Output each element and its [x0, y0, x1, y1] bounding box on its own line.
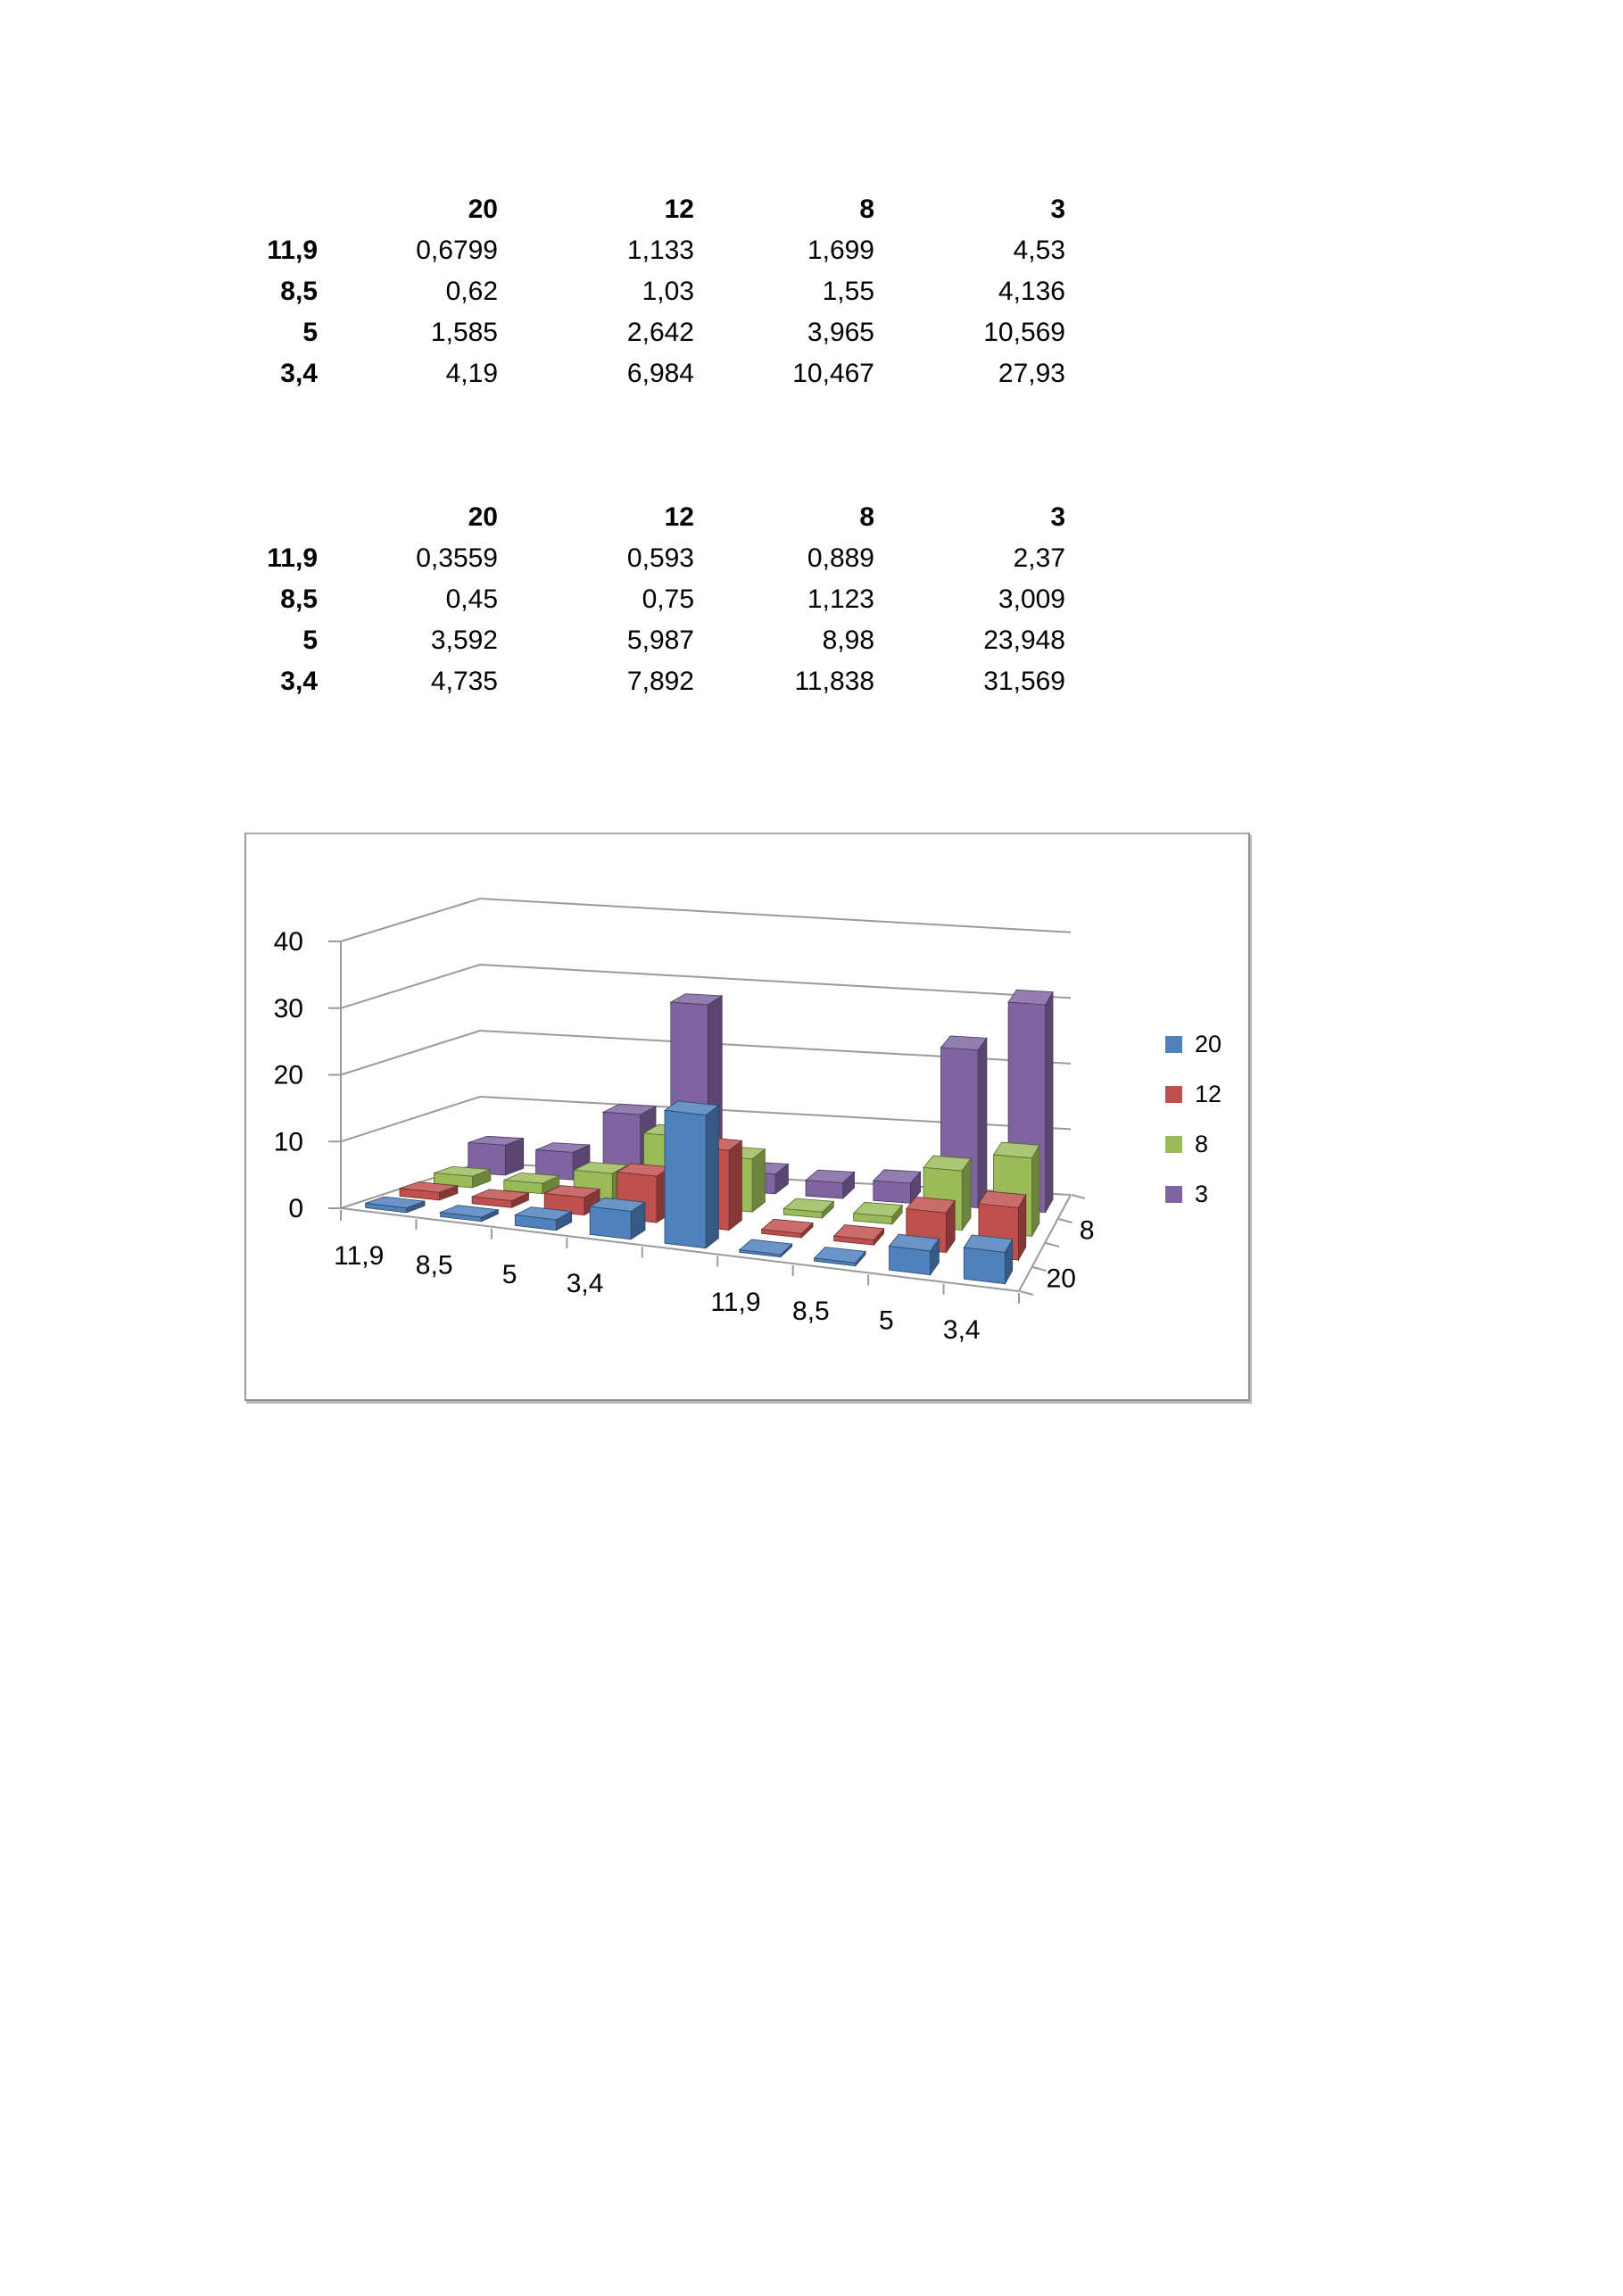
table-cell: 6,984 [626, 359, 694, 388]
legend-label: 20 [1195, 1030, 1222, 1057]
column-header: 12 [664, 195, 694, 224]
row-label: 11,9 [267, 543, 318, 573]
bar-side-face [729, 1140, 741, 1230]
bar-side-face [505, 1139, 523, 1175]
table-cell: 3,592 [430, 626, 498, 655]
table-cell: 2,37 [1013, 543, 1065, 573]
column-header: 8 [859, 502, 874, 532]
category-axis-label: 8,5 [415, 1250, 453, 1281]
table-cell: 5,987 [626, 626, 694, 655]
legend-item [1165, 1169, 1221, 1219]
legend-label: 3 [1195, 1180, 1209, 1207]
table-cell: 3,965 [807, 318, 874, 347]
chart-frame [244, 833, 1250, 1401]
bar-front-face [890, 1247, 931, 1275]
table-row [143, 620, 1065, 661]
table-cell: 10,569 [983, 318, 1065, 347]
legend-item [1165, 1019, 1221, 1069]
table-cell: 0,62 [445, 277, 498, 306]
table-cell: 23,948 [983, 626, 1065, 655]
data-table-2 [143, 497, 1065, 702]
table-cell: 0,75 [642, 584, 694, 614]
y-axis-label: 10 [273, 1127, 303, 1157]
legend-item [1165, 1119, 1221, 1169]
y-axis-label: 20 [273, 1060, 303, 1090]
bar-front-face [874, 1181, 911, 1203]
table-cell: 4,136 [998, 277, 1065, 306]
table-cell: 0,6799 [416, 236, 498, 265]
legend-label: 12 [1195, 1080, 1222, 1107]
corner-cell [143, 189, 318, 230]
column-header: 3 [1050, 195, 1065, 224]
category-axis-label: 11,9 [334, 1241, 385, 1272]
table-cell: 10,467 [792, 359, 874, 388]
table-cell: 11,838 [794, 667, 874, 696]
table-header-row [143, 497, 1065, 538]
legend-swatch-icon [1165, 1086, 1182, 1103]
series-axis-tick [1046, 1243, 1059, 1247]
table-cell: 4,735 [430, 667, 498, 696]
y-axis-label: 40 [273, 927, 303, 957]
table-row [143, 230, 1065, 271]
table-row [143, 353, 1065, 394]
gridline [341, 899, 1071, 941]
legend-swatch-icon [1165, 1186, 1182, 1203]
y-axis-label: 0 [288, 1194, 303, 1223]
table-row [143, 312, 1065, 353]
table-cell: 0,3559 [416, 543, 498, 573]
series-axis-tick [1059, 1219, 1072, 1223]
row-label: 5 [302, 626, 318, 655]
table-cell: 31,569 [983, 667, 1065, 696]
bar-side-face [706, 1106, 718, 1248]
bar-side-face [1032, 1145, 1039, 1236]
bar-side-face [1046, 992, 1053, 1213]
table-cell: 1,699 [807, 236, 874, 265]
category-axis-label: 3,4 [942, 1314, 981, 1345]
corner-cell [143, 497, 318, 538]
category-axis-label: 5 [501, 1259, 518, 1289]
y-axis-label: 30 [273, 993, 303, 1024]
column-header: 8 [859, 195, 874, 224]
legend-swatch-icon [1165, 1136, 1182, 1153]
column-header: 20 [468, 195, 498, 224]
bar-chart-3d [246, 834, 1248, 1399]
legend-label: 8 [1195, 1130, 1209, 1157]
series-axis-label: 8 [1079, 1215, 1095, 1246]
category-axis-label: 11,9 [710, 1287, 761, 1317]
bar-front-face [665, 1110, 706, 1248]
table-cell: 1,123 [807, 584, 874, 614]
row-label: 3,4 [280, 667, 318, 696]
chart-legend [1165, 1019, 1221, 1219]
table-cell: 3,009 [998, 584, 1065, 614]
row-label: 8,5 [280, 277, 318, 306]
series-axis-tick [1020, 1291, 1033, 1295]
table-cell: 1,133 [626, 236, 694, 265]
table-cell: 2,642 [626, 318, 694, 347]
series-axis-tick [1033, 1267, 1047, 1271]
bar-side-face [978, 1038, 987, 1207]
category-axis-label: 8,5 [792, 1297, 830, 1327]
category-axis-label: 5 [878, 1305, 894, 1336]
bar-front-face [806, 1181, 843, 1198]
bar-side-face [962, 1159, 971, 1231]
table-cell: 1,585 [430, 318, 498, 347]
table-cell: 4,19 [445, 359, 498, 388]
category-axis-label: 3,4 [566, 1269, 604, 1299]
bar-side-face [752, 1149, 765, 1212]
table-cell: 0,889 [807, 543, 874, 573]
table-cell: 0,593 [626, 543, 694, 573]
table-row [143, 271, 1065, 312]
table-row [143, 661, 1065, 702]
legend-item [1165, 1069, 1221, 1119]
table-cell: 0,45 [445, 584, 498, 614]
table-cell: 7,892 [626, 667, 694, 696]
table-cell: 8,98 [822, 626, 874, 655]
column-header: 3 [1050, 502, 1065, 532]
row-label: 5 [302, 318, 318, 347]
row-label: 11,9 [267, 236, 318, 265]
series-axis-tick [1072, 1195, 1085, 1198]
table-cell: 27,93 [998, 359, 1065, 388]
legend-swatch-icon [1165, 1036, 1182, 1053]
column-header: 12 [664, 502, 694, 532]
bar-front-face [590, 1206, 631, 1239]
table-cell: 4,53 [1013, 236, 1065, 265]
row-label: 8,5 [280, 584, 318, 614]
table-header-row [143, 189, 1065, 230]
bar-front-face [964, 1247, 1005, 1284]
table-row [143, 538, 1065, 579]
series-axis-label: 20 [1046, 1264, 1076, 1294]
row-label: 3,4 [280, 359, 318, 388]
table-cell: 1,55 [822, 277, 874, 306]
data-table-1 [143, 189, 1065, 394]
table-cell: 1,03 [642, 277, 694, 306]
column-header: 20 [468, 502, 498, 532]
table-row [143, 579, 1065, 620]
